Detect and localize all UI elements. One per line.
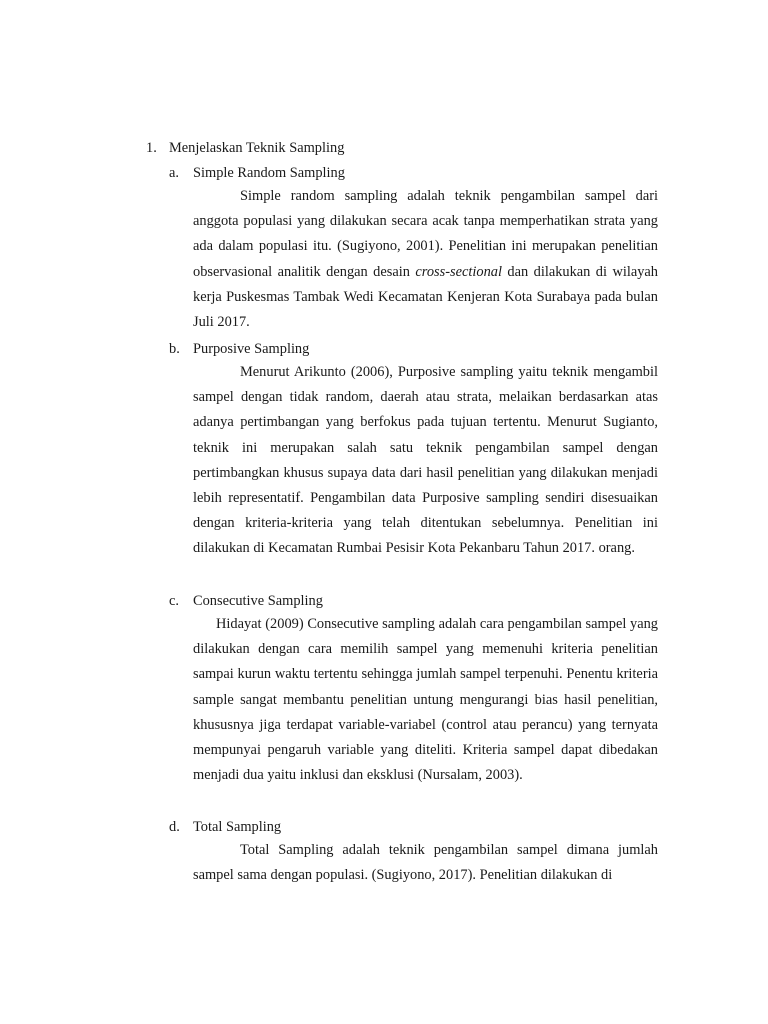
item-c-title: Consecutive Sampling bbox=[193, 593, 323, 609]
section-number: 1. bbox=[146, 140, 157, 156]
item-a-title: Simple Random Sampling bbox=[193, 165, 345, 181]
item-a-text-before: Simple random sampling adalah teknik pengambilan sampel dari anggota populasi yang dilakukan secara acak tanpa memperhatikan strata yang ada dalam populasi itu. (Sugiyono, 2001). Penelitian ini merupakan penelitian observasional analitik dengan desain bbox=[193, 188, 658, 280]
item-c-letter: c. bbox=[169, 593, 179, 609]
item-d-paragraph: Total Sampling adalah teknik pengambilan sampel dimana jumlah sampel sama dengan populasi. (Sugiyono, 2017). Penelitian dilakukan di bbox=[193, 842, 658, 884]
item-a-paragraph bbox=[193, 184, 658, 335]
item-a-text-italic: cross-sectional bbox=[415, 263, 502, 280]
section-title: Menjelaskan Teknik Sampling bbox=[169, 140, 345, 156]
item-a-text-after: dan dilakukan di wilayah kerja Puskesmas Tambak Wedi Kecamatan Kenjeran Kota Surabaya pada bulan Juli 2017. bbox=[193, 263, 658, 331]
item-d-title: Total Sampling bbox=[193, 819, 282, 835]
item-b-paragraph: Menurut Arikunto (2006), Purposive sampling yaitu teknik mengambil sampel dengan tidak random, daerah atau strata, melaikan berdasarkan atas adanya pertimbangan yang berfokus pada tujuan tertentu. Menurut Sugianto, teknik ini merupakan salah satu teknik pengambilan sampel dengan pertimbangkan khusus supaya data dari hasil penelitian yang dilakukan menjadi lebih representatif. Pengambilan data Purposive sampling sendiri disesuaikan dengan kriteria-kriteria yang telah ditentukan sebelumnya. Penelitian ini dilakukan di Kecamatan Rumbai Pesisir Kota Pekanbaru Tahun 2017. orang. bbox=[193, 364, 658, 557]
item-b-letter: b. bbox=[169, 341, 180, 357]
item-d-letter: d. bbox=[169, 819, 180, 835]
item-a-letter: a. bbox=[169, 165, 179, 181]
item-c-paragraph: Hidayat (2009) Consecutive sampling adalah cara pengambilan sampel yang dilakukan dengan cara memilih sampel yang memenuhi kriteria penelitian sampai kurun waktu tertentu sehingga jumlah sampel terpenuhi. Penentu kriteria sample sangat membantu penelitian untung mengurangi bias hasil penelitian, khususnya jiga terdapat variable-variabel (control atau perancu) yang ternyata mempunyai pengaruh variable yang diteliti. Kriteria sampel dapat dibedakan menjadi dua yaitu inklusi dan eksklusi (Nursalam, 2003). bbox=[193, 616, 658, 784]
item-b-title: Purposive Sampling bbox=[193, 341, 310, 357]
